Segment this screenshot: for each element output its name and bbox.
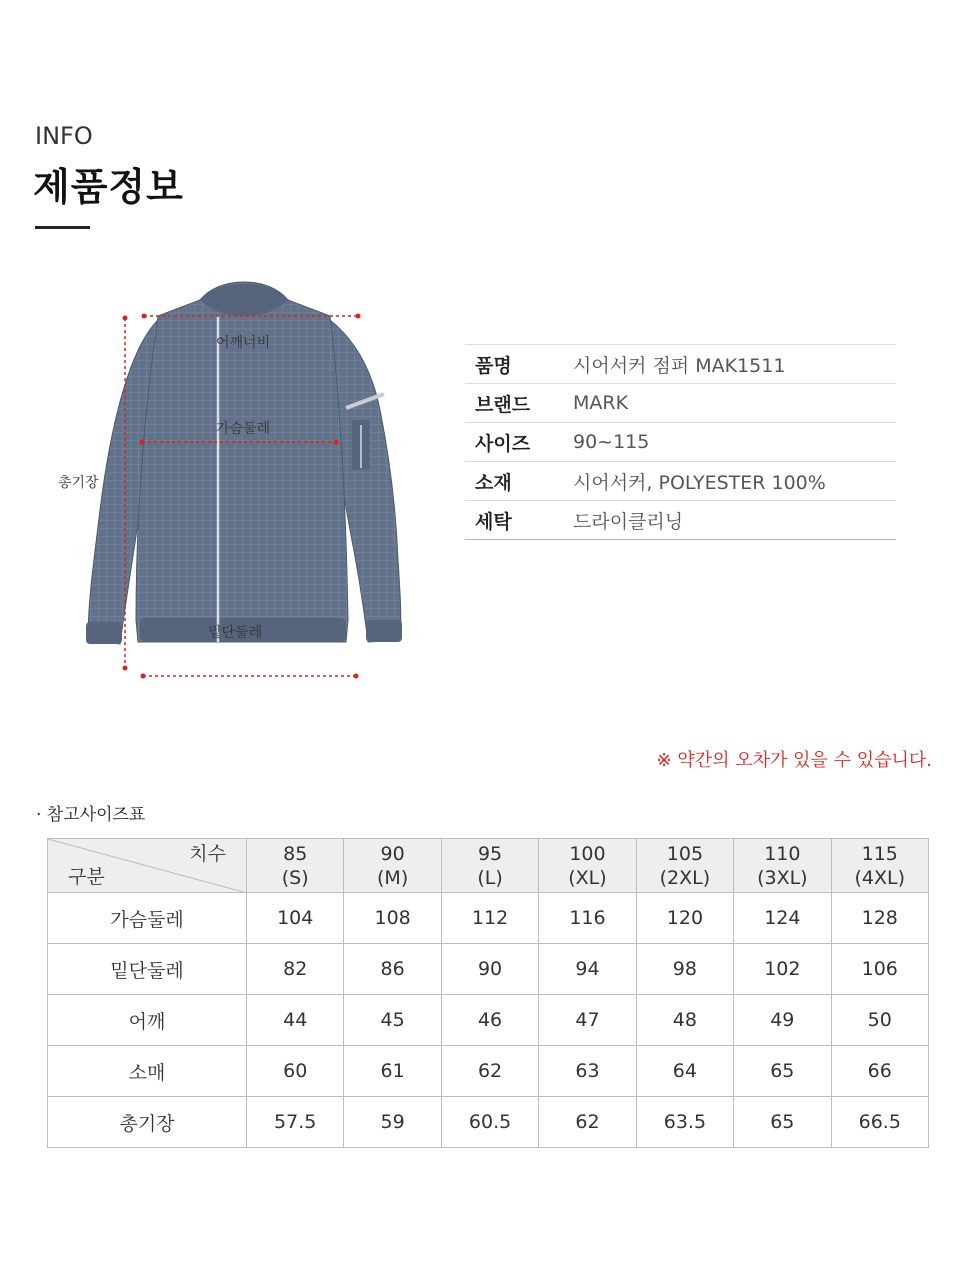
table-cell: 46 bbox=[441, 995, 538, 1046]
table-cell: 106 bbox=[831, 944, 928, 995]
tolerance-notice: ※ 약간의 오차가 있을 수 있습니다. bbox=[656, 750, 932, 771]
size-column-header: 110 (3XL) bbox=[734, 839, 831, 893]
spec-key: 품명 bbox=[465, 345, 573, 384]
shoulder-width-label: 어깨너비 bbox=[216, 335, 271, 351]
table-cell: 82 bbox=[247, 944, 344, 995]
spec-key: 소재 bbox=[465, 462, 573, 501]
size-header-row bbox=[48, 839, 929, 893]
spec-key: 세탁 bbox=[465, 501, 573, 540]
product-spec-table bbox=[465, 344, 896, 540]
table-row bbox=[48, 995, 929, 1046]
chest-label: 가슴둘레 bbox=[216, 421, 271, 437]
spec-row bbox=[465, 384, 896, 423]
size-column-header: 90 (M) bbox=[344, 839, 441, 893]
size-chart-heading: · 참고사이즈표 bbox=[36, 805, 146, 825]
row-label: 어깨 bbox=[48, 995, 247, 1046]
size-column-header: 95 (L) bbox=[441, 839, 538, 893]
table-cell: 57.5 bbox=[247, 1097, 344, 1148]
spec-row bbox=[465, 345, 896, 384]
table-row bbox=[48, 893, 929, 944]
table-cell: 65 bbox=[734, 1046, 831, 1097]
hem-label: 밑단둘레 bbox=[208, 625, 263, 641]
table-cell: 104 bbox=[247, 893, 344, 944]
table-cell: 62 bbox=[441, 1046, 538, 1097]
table-cell: 108 bbox=[344, 893, 441, 944]
table-cell: 48 bbox=[636, 995, 733, 1046]
spec-row bbox=[465, 501, 896, 540]
table-cell: 60 bbox=[247, 1046, 344, 1097]
table-cell: 66 bbox=[831, 1046, 928, 1097]
table-cell: 50 bbox=[831, 995, 928, 1046]
table-cell: 112 bbox=[441, 893, 538, 944]
table-cell: 59 bbox=[344, 1097, 441, 1148]
table-cell: 44 bbox=[247, 995, 344, 1046]
table-cell: 90 bbox=[441, 944, 538, 995]
table-cell: 98 bbox=[636, 944, 733, 995]
size-column-header: 85 (S) bbox=[247, 839, 344, 893]
row-label: 밑단둘레 bbox=[48, 944, 247, 995]
table-cell: 60.5 bbox=[441, 1097, 538, 1148]
table-cell: 94 bbox=[539, 944, 636, 995]
spec-value: 드라이클리닝 bbox=[573, 501, 896, 540]
table-cell: 63.5 bbox=[636, 1097, 733, 1148]
spec-key: 사이즈 bbox=[465, 423, 573, 462]
spec-value: 시어서커 점퍼 MAK1511 bbox=[573, 345, 896, 384]
spec-row bbox=[465, 462, 896, 501]
spec-value: 90~115 bbox=[573, 423, 896, 462]
jacket-diagram bbox=[50, 280, 430, 700]
table-cell: 86 bbox=[344, 944, 441, 995]
page-title: 제품정보 bbox=[33, 165, 184, 209]
table-cell: 47 bbox=[539, 995, 636, 1046]
table-cell: 63 bbox=[539, 1046, 636, 1097]
table-cell: 49 bbox=[734, 995, 831, 1046]
size-corner-cell bbox=[48, 839, 247, 893]
info-label: INFO bbox=[35, 122, 93, 150]
table-cell: 64 bbox=[636, 1046, 733, 1097]
table-cell: 65 bbox=[734, 1097, 831, 1148]
table-cell: 128 bbox=[831, 893, 928, 944]
total-length-label: 총기장 bbox=[58, 475, 99, 491]
spec-key: 브랜드 bbox=[465, 384, 573, 423]
table-row bbox=[48, 944, 929, 995]
table-cell: 45 bbox=[344, 995, 441, 1046]
size-column-header: 105 (2XL) bbox=[636, 839, 733, 893]
table-cell: 61 bbox=[344, 1046, 441, 1097]
table-cell: 124 bbox=[734, 893, 831, 944]
row-label: 총기장 bbox=[48, 1097, 247, 1148]
spec-value: 시어서커, POLYESTER 100% bbox=[573, 462, 896, 501]
row-label: 가슴둘레 bbox=[48, 893, 247, 944]
table-cell: 66.5 bbox=[831, 1097, 928, 1148]
row-label: 소매 bbox=[48, 1046, 247, 1097]
table-row bbox=[48, 1097, 929, 1148]
spec-value: MARK bbox=[573, 384, 896, 423]
table-row bbox=[48, 1046, 929, 1097]
table-cell: 62 bbox=[539, 1097, 636, 1148]
spec-row bbox=[465, 423, 896, 462]
size-column-header: 115 (4XL) bbox=[831, 839, 928, 893]
corner-category-label: 구분 bbox=[68, 866, 105, 888]
table-cell: 116 bbox=[539, 893, 636, 944]
corner-size-label: 치수 bbox=[189, 843, 226, 865]
title-underline bbox=[35, 226, 90, 229]
size-column-header: 100 (XL) bbox=[539, 839, 636, 893]
table-cell: 120 bbox=[636, 893, 733, 944]
size-chart-table bbox=[47, 838, 929, 1148]
table-cell: 102 bbox=[734, 944, 831, 995]
